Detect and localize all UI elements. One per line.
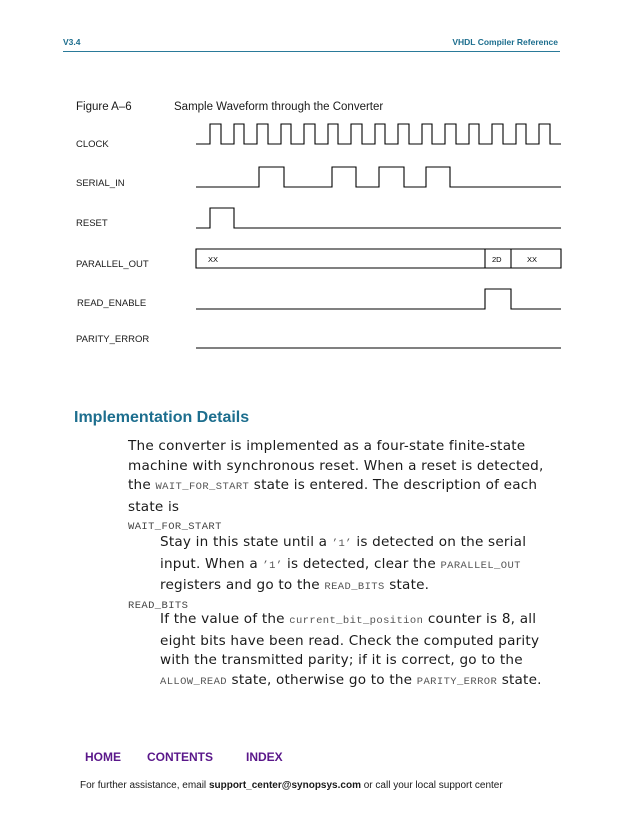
figure-caption: Figure A–6 bbox=[76, 101, 132, 113]
section-title: Implementation Details bbox=[74, 409, 250, 426]
support-email-link[interactable]: support_center@synopsys.com bbox=[208, 780, 361, 791]
bus-value-2d: 2D bbox=[492, 255, 502, 264]
intro-paragraph: The converter is implemented as a four-state finite-state machine with synchronous reset. When a reset is detected, the WAIT_FOR_START state is entered. The description of each state is bbox=[128, 438, 544, 515]
read-enable-waveform bbox=[196, 289, 561, 309]
signal-label-serial-in: SERIAL_IN bbox=[76, 178, 125, 189]
signal-label-clock: CLOCK bbox=[76, 139, 109, 150]
signal-label-read-enable: READ_ENABLE bbox=[77, 298, 147, 309]
document-title: VHDL Compiler Reference bbox=[452, 37, 558, 47]
waveform-diagram bbox=[0, 0, 638, 360]
signal-label-parallel-out: PARALLEL_OUT bbox=[76, 259, 149, 270]
bus-value-xx-1: XX bbox=[208, 255, 219, 264]
home-link[interactable]: HOME bbox=[85, 750, 121, 764]
contents-link[interactable]: CONTENTS bbox=[147, 750, 213, 764]
support-footer: For further assistance, email support_center@synopsys.com or call your local support center bbox=[80, 780, 503, 791]
state-term-wait-for-start: WAIT_FOR_START bbox=[128, 521, 222, 533]
signal-label-parity-error: PARITY_ERROR bbox=[76, 334, 150, 345]
index-link[interactable]: INDEX bbox=[246, 750, 283, 764]
figure-title: Sample Waveform through the Converter bbox=[174, 101, 384, 113]
state-desc-read-bits: If the value of the current_bit_position counter is 8, all eight bits have been read. Check the computed parity with the transmitted parity; if it is correct, go to the ALLOW_READ state, otherwise go to the PARITY_ERROR state. bbox=[160, 611, 542, 688]
signal-label-reset: RESET bbox=[76, 218, 108, 229]
reset-waveform bbox=[196, 208, 561, 228]
clock-waveform bbox=[196, 124, 561, 144]
parallel-out-bus bbox=[196, 249, 561, 268]
state-term-read-bits: READ_BITS bbox=[128, 600, 189, 612]
serial-in-waveform bbox=[196, 167, 561, 187]
code-wait-for-start: WAIT_FOR_START bbox=[155, 481, 250, 493]
state-desc-wait-for-start: Stay in this state until a ’1’ is detected on the serial input. When a ’1’ is detected, clear the PARALLEL_OUT registers and go to the READ_BITS state. bbox=[160, 534, 527, 593]
bus-value-xx-2: XX bbox=[527, 255, 538, 264]
version-label: V3.4 bbox=[63, 37, 81, 47]
